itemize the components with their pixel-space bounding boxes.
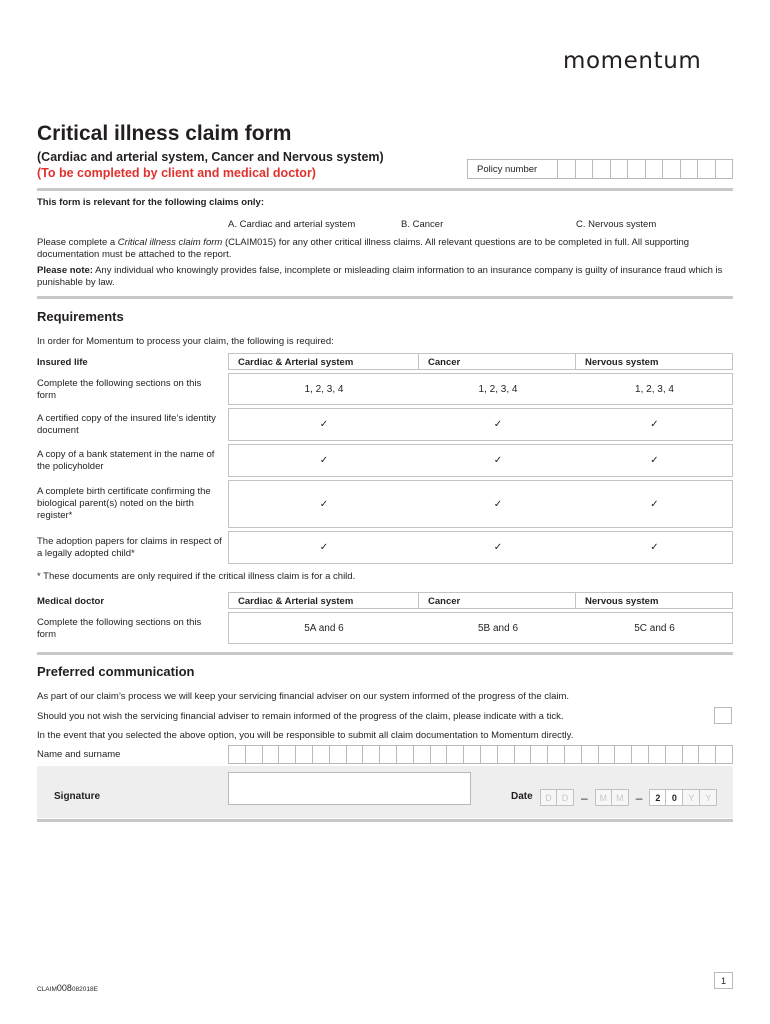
policy-digit-box[interactable]: [646, 159, 664, 179]
name-char-box[interactable]: [599, 745, 616, 764]
name-char-box[interactable]: [246, 745, 263, 764]
name-char-box[interactable]: [632, 745, 649, 764]
cell-cardiac: 1, 2, 3, 4: [304, 383, 344, 395]
footnote: * These documents are only required if the critical illness claim is for a child.: [37, 571, 356, 582]
form-code-suffix: 082018E: [71, 986, 98, 993]
intro-text-continued: (CLAIM015) for any other critical illness claims. All relevant questions are to be completed in full. All supporting documentation must be attached to the report.: [37, 237, 690, 260]
divider: [37, 188, 733, 191]
form-title: Critical illness claim form: [37, 122, 292, 145]
column-header-cardiac: Cardiac & Arterial system: [228, 592, 419, 609]
name-char-box[interactable]: [330, 745, 347, 764]
policy-digit-box[interactable]: [628, 159, 646, 179]
note-text: Any individual who knowingly provides false, incomplete or misleading claim information to an insurance company is guilty of insurance fraud which is punishable by law.: [37, 265, 723, 288]
note-label: Please note:: [37, 265, 93, 276]
column-header-nervous: Nervous system: [576, 592, 733, 609]
name-char-box[interactable]: [582, 745, 599, 764]
policy-digit-box[interactable]: [576, 159, 594, 179]
column-header-cancer: Cancer: [419, 353, 576, 370]
cell-cancer: 5B and 6: [477, 622, 519, 634]
policy-digit-box[interactable]: [663, 159, 681, 179]
requirement-row-label: A copy of a bank statement in the name of the policyholder: [37, 449, 215, 472]
check-mark-icon: ✓: [493, 419, 503, 430]
name-char-box[interactable]: [565, 745, 582, 764]
cell-cardiac: 5A and 6: [304, 622, 344, 634]
check-mark-icon: ✓: [319, 419, 329, 430]
doctor-table-header: [228, 592, 733, 609]
check-mark-icon: ✓: [650, 419, 659, 430]
medical-doctor-header: Medical doctor: [37, 596, 105, 607]
form-code-prefix: CLAIM: [37, 986, 57, 993]
name-char-box[interactable]: [548, 745, 565, 764]
column-header-nervous: Nervous system: [576, 353, 733, 370]
date-label: Date: [511, 791, 533, 802]
name-char-box[interactable]: [464, 745, 481, 764]
table-row: [228, 612, 733, 644]
communication-paragraph-3: In the event that you selected the above option, you will be responsible to submit all claim documentation to Momentum directly.: [37, 730, 574, 741]
date-month-box[interactable]: M: [595, 789, 612, 806]
divider: [37, 819, 733, 822]
date-field[interactable]: [540, 789, 717, 806]
policy-digit-box[interactable]: [611, 159, 629, 179]
check-mark-icon: ✓: [493, 542, 503, 553]
date-year-box[interactable]: 0: [666, 789, 683, 806]
name-char-box[interactable]: [649, 745, 666, 764]
table-row: [228, 444, 733, 477]
policy-digit-box[interactable]: [681, 159, 699, 179]
date-year-box[interactable]: Y: [683, 789, 700, 806]
claim-type-c: C. Nervous system: [576, 219, 657, 230]
intro-paragraph: [37, 237, 734, 261]
page-number: 1: [714, 972, 733, 989]
name-char-box[interactable]: [498, 745, 515, 764]
date-day-box[interactable]: D: [557, 789, 574, 806]
name-char-box[interactable]: [397, 745, 414, 764]
check-mark-icon: ✓: [319, 455, 329, 466]
date-separator: –: [581, 790, 588, 805]
check-mark-icon: ✓: [493, 455, 503, 466]
communication-heading: Preferred communication: [37, 664, 195, 679]
cell-cancer: 1, 2, 3, 4: [478, 383, 518, 395]
check-mark-icon: ✓: [650, 455, 659, 466]
check-mark-icon: ✓: [319, 498, 329, 510]
name-char-box[interactable]: [229, 745, 246, 764]
policy-digit-box[interactable]: [716, 159, 734, 179]
check-mark-icon: ✓: [319, 542, 329, 553]
form-code-number: 008: [56, 983, 72, 993]
policy-number-label: Policy number: [467, 159, 558, 179]
intro-form-name: Critical illness claim form: [117, 237, 223, 248]
column-header-cancer: Cancer: [419, 592, 576, 609]
cell-nervous: 1, 2, 3, 4: [635, 383, 674, 395]
name-char-box[interactable]: [531, 745, 548, 764]
name-char-box[interactable]: [296, 745, 313, 764]
signature-field[interactable]: [228, 772, 471, 805]
insured-table-header: [228, 353, 733, 370]
check-mark-icon: ✓: [650, 542, 659, 553]
date-year-box[interactable]: Y: [700, 789, 717, 806]
name-char-box[interactable]: [716, 745, 733, 764]
intro-text: Please complete a: [37, 237, 118, 248]
name-char-box[interactable]: [263, 745, 280, 764]
requirements-heading: Requirements: [37, 309, 124, 324]
form-code: [37, 983, 98, 993]
name-char-box[interactable]: [447, 745, 464, 764]
name-surname-label: Name and surname: [37, 749, 121, 760]
table-row: [228, 531, 733, 564]
table-row: [228, 408, 733, 441]
name-surname-input[interactable]: [228, 745, 733, 764]
date-separator: –: [635, 790, 643, 805]
requirement-row-label: A complete birth certificate confirming the biological parent(s) noted on the birth register*: [37, 486, 211, 521]
column-header-cardiac: Cardiac & Arterial system: [228, 353, 419, 370]
name-char-box[interactable]: [279, 745, 296, 764]
policy-digit-box[interactable]: [593, 159, 611, 179]
name-char-box[interactable]: [699, 745, 716, 764]
date-month-box[interactable]: M: [612, 789, 629, 806]
name-char-box[interactable]: [347, 745, 364, 764]
policy-digit-box[interactable]: [698, 159, 716, 179]
name-char-box[interactable]: [683, 745, 700, 764]
cell-nervous: 5C and 6: [634, 622, 675, 634]
requirement-row-label: The adoption papers for claims in respect of a legally adopted child*: [37, 536, 222, 559]
insured-life-header: Insured life: [37, 357, 88, 368]
form-subtitle: (Cardiac and arterial system, Cancer and Nervous system): [37, 150, 384, 164]
name-char-box[interactable]: [481, 745, 498, 764]
opt-out-checkbox[interactable]: [714, 707, 732, 724]
name-char-box[interactable]: [380, 745, 397, 764]
date-day-box[interactable]: D: [540, 789, 557, 806]
date-year-box[interactable]: 2: [649, 789, 666, 806]
requirements-intro: In order for Momentum to process your claim, the following is required:: [37, 336, 334, 347]
table-row: [228, 373, 733, 405]
name-char-box[interactable]: [615, 745, 632, 764]
claim-type-b: B. Cancer: [401, 219, 444, 230]
requirement-row-label: Complete the following sections on this form: [37, 378, 202, 401]
form-subtitle-instruction: (To be completed by client and medical doctor): [37, 166, 316, 180]
divider: [37, 296, 733, 299]
divider: [37, 652, 733, 655]
name-char-box[interactable]: [515, 745, 532, 764]
relevant-claims-heading: This form is relevant for the following claims only:: [37, 197, 264, 208]
name-char-box[interactable]: [431, 745, 448, 764]
policy-digit-box[interactable]: [558, 159, 576, 179]
name-char-box[interactable]: [313, 745, 330, 764]
check-mark-icon: ✓: [493, 498, 503, 510]
name-char-box[interactable]: [363, 745, 380, 764]
check-mark-icon: ✓: [650, 498, 659, 510]
name-char-box[interactable]: [414, 745, 431, 764]
fraud-note: [37, 265, 734, 289]
requirement-row-label: A certified copy of the insured life’s identity document: [37, 413, 216, 436]
requirement-row-label: Complete the following sections on this form: [37, 617, 202, 640]
policy-number-input[interactable]: [558, 159, 733, 179]
communication-paragraph-2: Should you not wish the servicing financial adviser to remain informed of the progress of the claim, please indicate with a tick.: [37, 711, 564, 722]
communication-paragraph-1: As part of our claim’s process we will keep your servicing financial adviser on our system informed of the progress of the claim.: [37, 691, 570, 702]
momentum-logo: momentum: [563, 48, 702, 74]
signature-label: Signature: [54, 791, 101, 802]
claim-type-a: A. Cardiac and arterial system: [228, 219, 356, 230]
table-row: [228, 480, 733, 528]
name-char-box[interactable]: [666, 745, 683, 764]
